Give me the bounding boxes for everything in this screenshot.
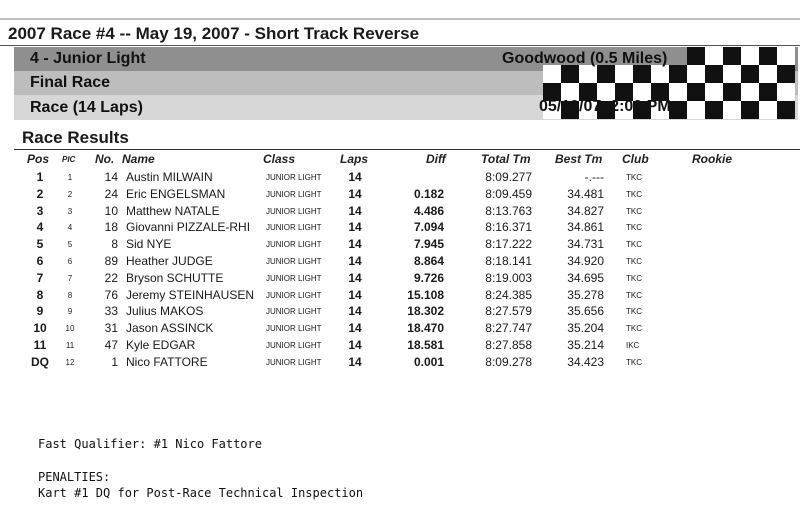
pic-cell: 12 [65,357,75,367]
best-time-cell: 35.214 [567,338,604,352]
section-divider [14,149,800,150]
kart-number-cell: 1 [111,354,118,369]
total-time-cell: 8:24.385 [485,287,532,302]
class-cell: JUNIOR LIGHT [266,324,322,334]
track-label: Goodwood (0.5 Miles) [502,50,668,67]
laps-cell: 14 [348,186,362,201]
total-time-cell: 8:13.763 [485,203,532,218]
total-time-cell: 8:27.747 [485,321,532,336]
race-type-label: Final Race [30,74,111,91]
driver-name-cell: Nico FATTORE [126,354,208,369]
laps-cell: 14 [348,220,362,235]
total-time-cell: 8:27.858 [485,338,532,352]
table-row [0,253,800,270]
position-cell: 5 [36,237,44,252]
club-cell: TKC [626,257,642,266]
club-cell: TKC [626,290,642,300]
class-cell: JUNIOR LIGHT [266,206,322,216]
pic-cell: 2 [67,189,73,199]
total-time-cell: 8:09.459 [485,186,532,201]
penalties-heading: PENALTIES: [38,470,111,484]
driver-name-cell: Jeremy STEINHAUSEN [126,287,255,302]
laps-cell: 14 [348,338,362,352]
club-cell: TKC [626,189,642,199]
page-title: 2007 Race #4 -- May 19, 2007 - Short Track Reverse [8,24,420,43]
col-header-diff: Diff [426,152,446,166]
club-cell: TKC [626,240,642,250]
class-cell: JUNIOR LIGHT [266,257,322,266]
class-cell: JUNIOR LIGHT [266,307,322,317]
table-row [0,303,800,320]
best-time-cell: 34.920 [567,254,604,268]
kart-number-cell: 31 [104,321,118,336]
club-cell: TKC [626,173,642,182]
position-cell: 1 [36,170,44,184]
driver-name-cell: Heather JUDGE [126,254,213,268]
best-time-cell: 34.481 [567,186,604,201]
col-header-class: Class [263,152,296,166]
kart-number-cell: 14 [104,170,118,184]
table-row [0,320,800,337]
title-divider [0,45,800,46]
race-datetime [539,98,671,116]
best-time-cell: 34.695 [567,270,604,285]
position-cell: 2 [36,186,44,201]
best-time-cell: -.--- [584,170,604,184]
class-cell: JUNIOR LIGHT [266,223,322,233]
club-cell: IKC [626,341,640,350]
pic-cell: 1 [67,173,73,182]
club-cell: TKC [626,357,642,367]
position-cell: 7 [36,270,44,285]
class-cell: JUNIOR LIGHT [266,341,322,350]
driver-name-cell: Giovanni PIZZALE-RHI [126,220,251,235]
diff-cell: 7.094 [413,220,444,235]
laps-cell: 14 [348,354,362,369]
class-cell: JUNIOR LIGHT [266,240,322,250]
position-cell: 9 [36,304,44,319]
class-cell: JUNIOR LIGHT [266,357,322,367]
diff-cell: 15.108 [407,287,444,302]
best-time-cell: 35.204 [567,321,604,336]
laps-cell: 14 [348,270,362,285]
laps-cell: 14 [348,304,362,319]
table-row [0,270,800,287]
class-label: 4 - Junior Light [30,50,146,67]
col-header-laps: Laps [340,152,369,166]
kart-number-cell: 18 [104,220,118,235]
kart-number-cell: 89 [104,254,118,268]
laps-cell: 14 [348,321,362,336]
position-cell: 11 [33,338,47,352]
pic-cell: 11 [65,341,75,350]
diff-cell: 9.726 [413,270,444,285]
position-cell: 8 [36,287,44,302]
diff-cell: 7.945 [413,237,444,252]
table-row [0,236,800,253]
best-time-cell: 34.423 [567,354,604,369]
pic-cell: 5 [67,240,73,250]
diff-cell: 0.001 [413,354,444,369]
col-header-name: Name [122,152,155,166]
col-header-best: Best Tm [555,152,603,166]
laps-cell: 14 [348,170,362,184]
best-time-cell: 34.861 [567,220,604,235]
diff-cell: 0.182 [413,186,444,201]
total-time-cell: 8:27.579 [485,304,532,319]
kart-number-cell: 47 [104,338,118,352]
table-row [0,354,800,371]
kart-number-cell: 10 [104,203,118,218]
total-time-cell: 8:09.277 [485,170,532,184]
pic-cell: 10 [65,324,75,334]
total-time-cell: 8:09.278 [485,354,532,369]
diff-cell: 18.581 [407,338,444,352]
class-cell: JUNIOR LIGHT [266,189,322,199]
diff-cell: 18.302 [407,304,444,319]
class-cell: JUNIOR LIGHT [266,273,322,283]
col-header-club: Club [622,152,649,166]
best-time-cell: 35.278 [567,287,604,302]
table-row [0,337,800,354]
table-row [0,203,800,220]
class-cell: JUNIOR LIGHT [266,173,322,182]
table-row [0,186,800,203]
col-header-pos: Pos [27,152,50,166]
pic-cell: 7 [67,273,73,283]
section-title: Race Results [22,128,129,147]
pic-cell: 3 [67,206,73,216]
race-date: 05/19/07 [539,98,602,115]
club-cell: TKC [626,324,642,334]
race-banner [14,47,798,120]
driver-name-cell: Bryson SCHUTTE [126,270,224,285]
diff-cell: 8.864 [413,254,444,268]
driver-name-cell: Sid NYE [126,237,172,252]
class-cell: JUNIOR LIGHT [266,290,322,300]
col-header-pic: PIC [62,155,76,164]
col-header-total: Total Tm [481,152,531,166]
position-cell: 10 [33,321,47,336]
kart-number-cell: 24 [104,186,118,201]
total-time-cell: 8:19.003 [485,270,532,285]
race-time: 2:00 PM [610,98,671,115]
col-header-no: No. [95,152,115,166]
laps-label: Race (14 Laps) [30,99,143,116]
laps-cell: 14 [348,254,362,268]
club-cell: TKC [626,307,642,317]
best-time-cell: 35.656 [567,304,604,319]
total-time-cell: 8:17.222 [485,237,532,252]
laps-cell: 14 [348,203,362,218]
fast-qualifier-note: Fast Qualifier: #1 Nico Fattore [38,437,262,451]
pic-cell: 9 [67,307,73,317]
position-cell: DQ [31,354,49,369]
table-row [0,219,800,236]
driver-name-cell: Austin MILWAIN [126,170,213,184]
driver-name-cell: Jason ASSINCK [126,321,214,336]
best-time-cell: 34.827 [567,203,604,218]
diff-cell: 18.470 [407,321,444,336]
kart-number-cell: 76 [104,287,118,302]
position-cell: 6 [36,254,44,268]
best-time-cell: 34.731 [567,237,604,252]
kart-number-cell: 22 [104,270,118,285]
total-time-cell: 8:16.371 [485,220,532,235]
table-row [0,287,800,304]
top-divider [0,18,800,20]
club-cell: TKC [626,206,642,216]
club-cell: TKC [626,273,642,283]
position-cell: 4 [36,220,44,235]
pic-cell: 4 [67,223,73,233]
driver-name-cell: Matthew NATALE [126,203,220,218]
penalty-note: Kart #1 DQ for Post-Race Technical Inspection [38,486,364,500]
kart-number-cell: 8 [111,237,118,252]
driver-name-cell: Eric ENGELSMAN [126,186,226,201]
kart-number-cell: 33 [104,304,118,319]
pic-cell: 8 [67,290,73,300]
position-cell: 3 [36,203,44,218]
total-time-cell: 8:18.141 [485,254,532,268]
laps-cell: 14 [348,287,362,302]
driver-name-cell: Kyle EDGAR [126,338,196,352]
diff-cell: 4.486 [413,203,444,218]
col-header-rookie: Rookie [692,152,733,166]
pic-cell: 6 [67,257,73,266]
club-cell: TKC [626,223,642,233]
table-row [0,169,800,186]
driver-name-cell: Julius MAKOS [126,304,204,319]
laps-cell: 14 [348,237,362,252]
